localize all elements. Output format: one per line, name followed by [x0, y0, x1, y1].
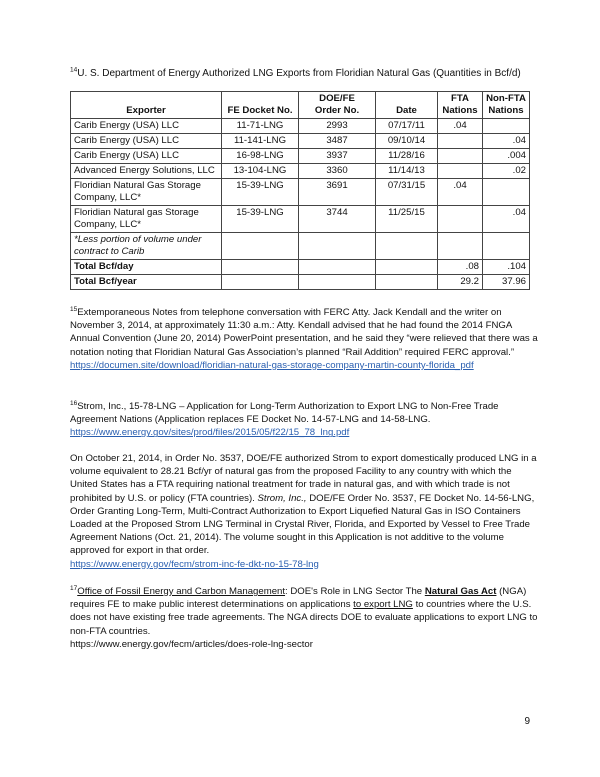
header-order: DOE/FE Order No.: [299, 92, 376, 119]
footnote-16-link[interactable]: https://www.energy.gov/sites/prod/files/2015/05/f22/15_78_lng.pdf: [70, 427, 350, 439]
cell-fta: .04: [438, 179, 483, 206]
strom-docket-link[interactable]: https://www.energy.gov/fecm/strom-inc-fe-dkt-no-15-78-lng: [70, 558, 319, 570]
caption-text: U. S. Department of Energy Authorized LNG Exports from Floridian Natural Gas (Quantities in Bcf/d): [77, 68, 521, 79]
cell-fta: [438, 164, 483, 179]
footnote-17: [70, 585, 540, 651]
footnote-15: [70, 306, 540, 372]
cell-docket: 11-71-LNG: [222, 119, 299, 134]
footnote-text: : DOE's Role in LNG Sector The: [285, 586, 425, 597]
cell-fta: [438, 206, 483, 233]
strom-order-paragraph: [70, 452, 540, 571]
cell-date: 07/31/15: [376, 179, 438, 206]
header-nonfta: Non-FTA Nations: [483, 92, 530, 119]
table-row: [71, 179, 530, 206]
cell-nonfta: .04: [483, 134, 530, 149]
cell-date: 11/28/16: [376, 149, 438, 164]
cell-exporter: Advanced Energy Solutions, LLC: [71, 164, 222, 179]
cell-nonfta: .004: [483, 149, 530, 164]
total-day-label: Total Bcf/day: [71, 260, 222, 275]
cell-docket: 15-39-LNG: [222, 206, 299, 233]
cell-exporter: Carib Energy (USA) LLC: [71, 119, 222, 134]
footnote-marker: 17: [70, 584, 78, 592]
cell-nonfta: .02: [483, 164, 530, 179]
footnote-text-cont: (NGA) requires FE to make public interest determinations on applications: [70, 586, 527, 611]
cell-fta: [438, 134, 483, 149]
cell-order: 3487: [299, 134, 376, 149]
page-number: 9: [524, 716, 530, 727]
cell-order: 2993: [299, 119, 376, 134]
table-header-row: [71, 92, 530, 119]
natural-gas-act: Natural Gas Act: [424, 586, 497, 597]
total-day-row: [71, 260, 530, 275]
paragraph-text-cont: DOE/FE Order No. 3537, FE Docket No. 14-56-LNG, Order Granting Long-Term, Multi-Contract Authorization to Export Liquefied Natural Gas in ISO Containers Loaded at the Proposed Strom LNG Terminal in Crystal River, Florida, and Exported by Vessel to Free Trade Agreement Nations (Oct. 21, 2014). The volume sought in this Application is not additive to the volume approved for export in that order.: [70, 492, 535, 557]
cell-exporter: Carib Energy (USA) LLC: [71, 134, 222, 149]
table-note-row: [71, 233, 530, 260]
header-docket: FE Docket No.: [222, 92, 299, 119]
cell-docket: 16-98-LNG: [222, 149, 299, 164]
header-exporter: Exporter: [71, 92, 222, 119]
cell-docket: 11-141-LNG: [222, 134, 299, 149]
table-row: [71, 149, 530, 164]
footnote-marker: 14: [70, 66, 78, 74]
footnote-marker: 16: [70, 399, 78, 407]
footnote-marker: 15: [70, 305, 78, 313]
total-year-row: [71, 275, 530, 290]
cell-note: *Less portion of volume under contract to Carib: [71, 233, 222, 260]
cell-date: 09/10/14: [376, 134, 438, 149]
cell-docket: 13-104-LNG: [222, 164, 299, 179]
header-date: Date: [376, 92, 438, 119]
office-name: Office of Fossil Energy and Carbon Management: [77, 586, 286, 597]
cell-order: 3744: [299, 206, 376, 233]
paragraph-text: On October 21, 2014, in Order No. 3537, DOE/FE authorized Strom to export domestically produced LNG in a volume equivalent to 28.21 Bcf/yr of natural gas from the proposed Facility to any country with which the United States has a FTA requiring national treatment for trade in natural gas, and with which trade is not prohibited by U.S. or policy (FTA countries).: [70, 453, 537, 504]
total-year-fta: 29.2: [438, 275, 483, 290]
footnote-text-end: to countries where the U.S. does not have existing free trade agreements. The NGA directs DOE to evaluate applications to export LNG to non-FTA countries.: [70, 599, 538, 637]
total-year-label: Total Bcf/year: [71, 275, 222, 290]
footnote-16: [70, 400, 540, 440]
cell-nonfta: [483, 119, 530, 134]
cell-order: 3360: [299, 164, 376, 179]
export-lng-phrase: to export LNG: [353, 599, 413, 611]
table-row: [71, 119, 530, 134]
paragraph-italic: Strom, Inc.,: [257, 492, 307, 504]
cell-date: 07/17/11: [376, 119, 438, 134]
total-day-fta: .08: [438, 260, 483, 275]
cell-docket: 15-39-LNG: [222, 179, 299, 206]
table-caption: [70, 68, 521, 79]
total-day-nonfta: .104: [483, 260, 530, 275]
lng-exports-table: [70, 91, 530, 290]
cell-date: 11/14/13: [376, 164, 438, 179]
table-row: [71, 164, 530, 179]
footnote-text: Extemporaneous Notes from telephone conversation with FERC Atty. Jack Kendall and the writer on November 3, 2014, at approximately 11:30 a.m.: Atty. Kendall advised that he had found the 2014 FNGA Annual Convention (June 20, 2014) PowerPoint presentation, and he said they “were relieved that there was a notation noting that Floridian Natural Gas Association’s planned “Rail Addition” required FERC approval.”: [70, 307, 538, 358]
total-year-nonfta: 37.96: [483, 275, 530, 290]
cell-exporter: Floridian Natural Gas Storage Company, LLC*: [71, 179, 222, 206]
footnote-15-link[interactable]: https://documen.site/download/floridian-natural-gas-storage-company-martin-county-florida_pdf: [70, 359, 474, 371]
cell-fta: [438, 149, 483, 164]
cell-nonfta: [483, 179, 530, 206]
cell-order: 3937: [299, 149, 376, 164]
header-fta: FTA Nations: [438, 92, 483, 119]
footnote-text: Strom, Inc., 15-78-LNG – Application for Long-Term Authorization to Export LNG to Non-Free Trade Agreement Nations (Application replaces FE Docket No. 14-57-LNG and 14-58-LNG.: [70, 401, 499, 426]
cell-order: 3691: [299, 179, 376, 206]
table-row: [71, 206, 530, 233]
cell-date: 11/25/15: [376, 206, 438, 233]
cell-exporter: Floridian Natural gas Storage Company, LLC*: [71, 206, 222, 233]
footnote-17-url: https://www.energy.gov/fecm/articles/does-role-lng-sector: [70, 638, 313, 650]
cell-nonfta: .04: [483, 206, 530, 233]
cell-exporter: Carib Energy (USA) LLC: [71, 149, 222, 164]
cell-fta: .04: [438, 119, 483, 134]
table-row: [71, 134, 530, 149]
